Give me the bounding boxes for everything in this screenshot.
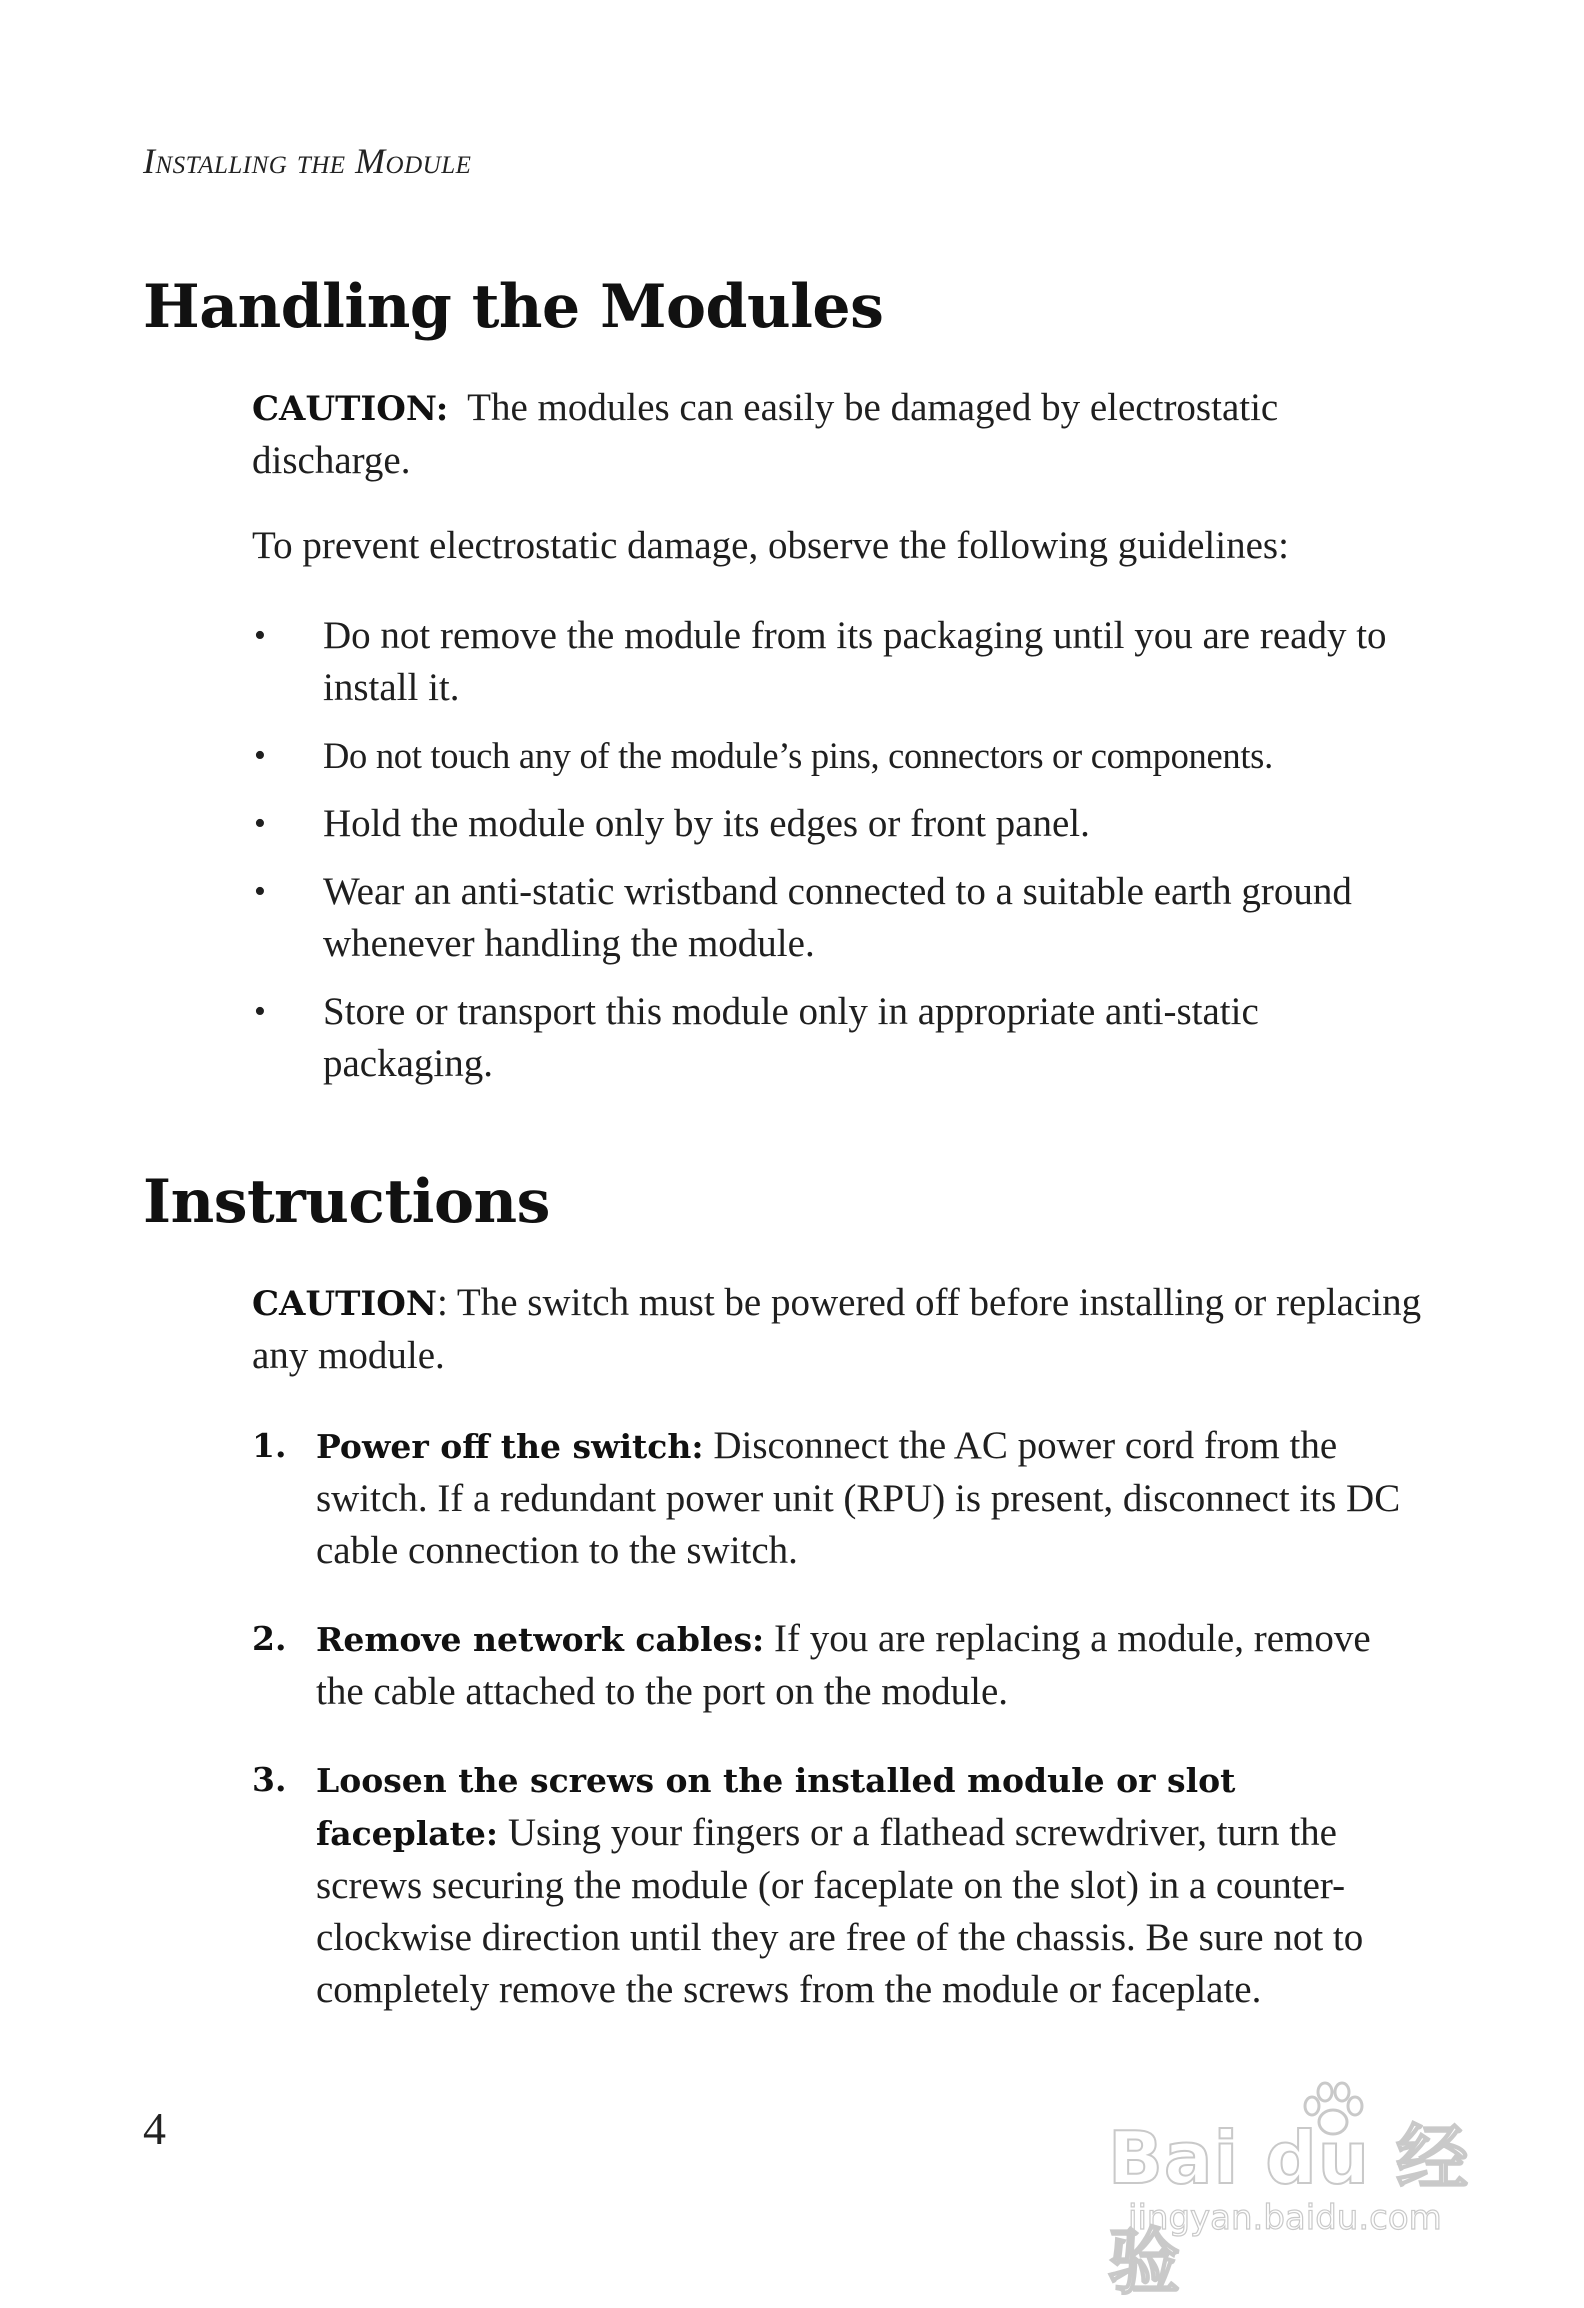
handling-caution <box>252 382 1422 487</box>
section-title-handling: Handling the Modules <box>143 272 884 342</box>
bullet-icon: • <box>254 737 266 774</box>
step-item <box>252 1420 1422 1577</box>
page-number: 4 <box>143 2103 166 2154</box>
list-item: • Do not remove the module from its packaging until you are ready to install it. <box>252 610 1422 714</box>
handling-intro: To prevent electrostatic damage, observe the following guidelines: <box>252 524 1289 567</box>
step-text: Using your fingers or a flathead screwdriver, turn the screws securing the module (or faceplate on the slot) in a counter-clockwise direction until they are free of the chassis. Be sure not to completely remove the screws from the module or faceplate. <box>316 1811 1364 2011</box>
caution-label: CAUTION <box>252 1284 437 1324</box>
bullet-icon: • <box>254 617 266 654</box>
step-item <box>252 1754 1422 2016</box>
step-heading: Remove network cables: <box>316 1620 765 1659</box>
list-item: • Do not touch any of the module’s pins, connectors or components. <box>252 730 1422 782</box>
step-text: Disconnect the AC power cord from the switch. If a redundant power unit (RPU) is present, disconnect its DC cable connection to the switch. <box>316 1424 1401 1572</box>
step-heading: Power off the switch: <box>316 1427 704 1466</box>
bullet-icon: • <box>254 873 266 910</box>
caution-text: : The switch must be powered off before installing or replacing any module. <box>252 1281 1422 1377</box>
bullet-icon: • <box>254 993 266 1030</box>
step-text: If you are replacing a module, remove the cable attached to the port on the module. <box>316 1617 1371 1713</box>
step-number: 3. <box>252 1760 287 1799</box>
baidu-watermark <box>1108 2080 1508 2304</box>
step-heading: Loosen the screws on the installed module or slot faceplate: <box>316 1761 1236 1853</box>
section-title-instructions: Instructions <box>143 1167 550 1237</box>
caution-text: The modules can easily be damaged by electrostatic discharge. <box>252 386 1279 482</box>
instruction-steps <box>252 1420 1422 2052</box>
step-number: 1. <box>252 1426 287 1465</box>
bullet-icon: • <box>254 805 266 842</box>
running-header: Installing the Module <box>143 141 472 181</box>
step-number: 2. <box>252 1619 287 1658</box>
watermark-brand: Bai du 经验 <box>1108 2116 1470 2304</box>
guidelines-list <box>252 610 1422 1106</box>
watermark-url: jingyan.baidu.com <box>1128 2198 1442 2238</box>
list-item: • Store or transport this module only in appropriate anti-static packaging. <box>252 986 1422 1090</box>
list-item: • Wear an anti-static wristband connected to a suitable earth ground whenever handling the module. <box>252 866 1422 970</box>
instructions-caution <box>252 1277 1422 1382</box>
step-item <box>252 1613 1422 1718</box>
list-item: • Hold the module only by its edges or front panel. <box>252 798 1422 850</box>
caution-label: CAUTION: <box>252 389 449 429</box>
